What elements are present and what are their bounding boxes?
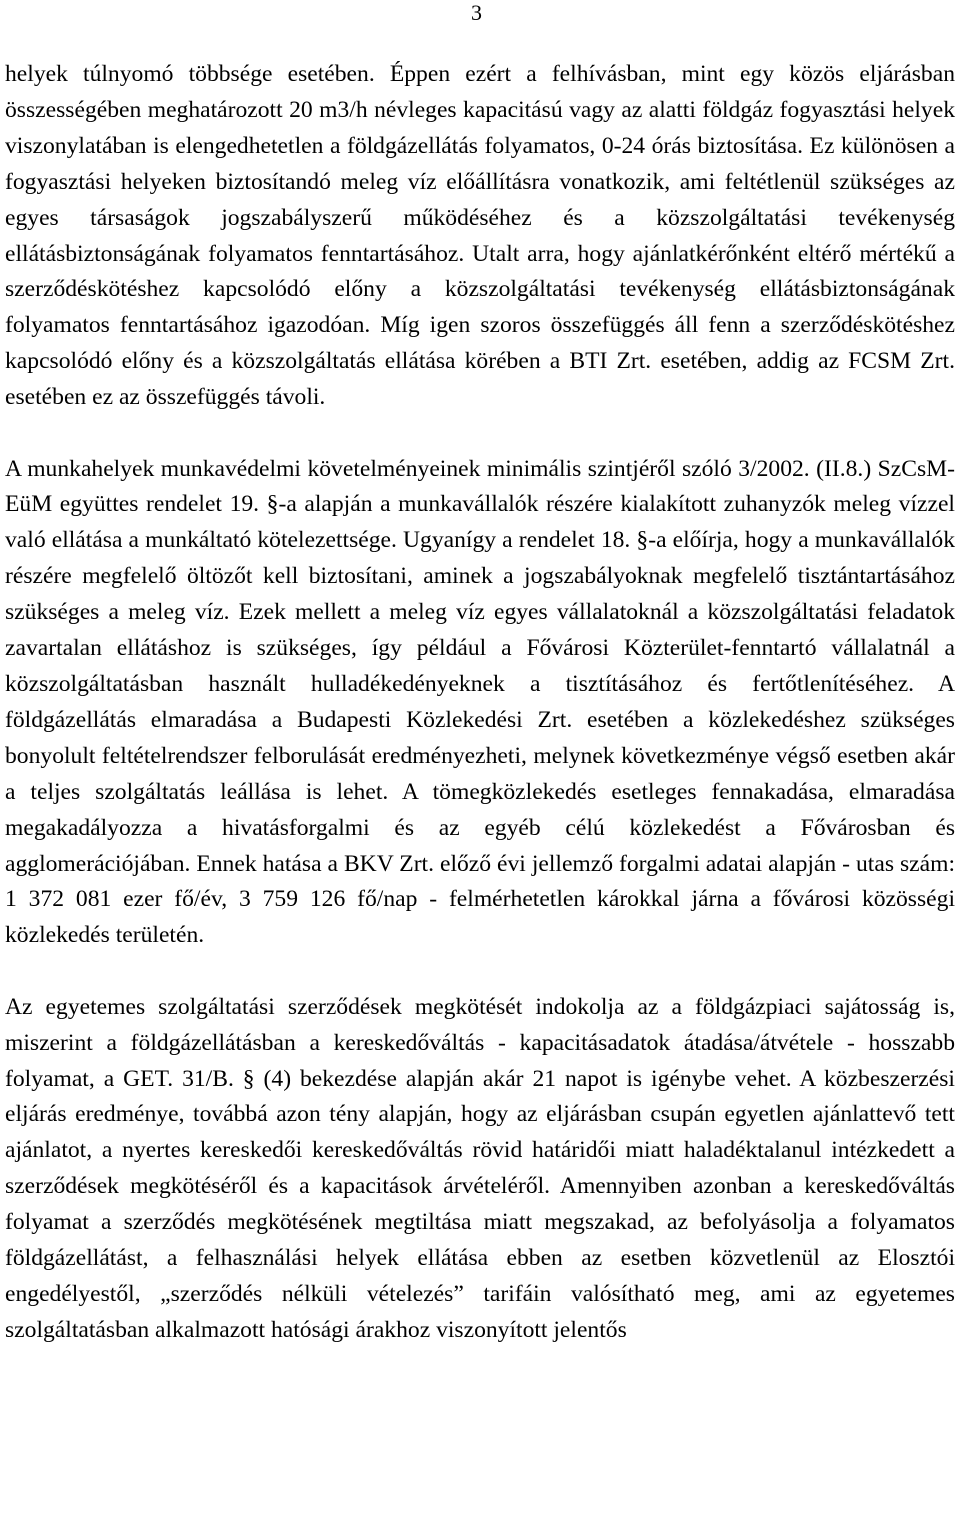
paragraph-gas-supply-continuity: helyek túlnyomó többsége esetében. Éppen ezért a felhívásban, mint egy közös eljárásban összességében meghatározott 20 m3/h névleges kapacitású vagy az alatti földgáz fogyasztási helyek viszonylatában is elengedhetetlen a földgázellátás folyamatos, 0-24 órás biztosítása. Ez különösen a fogyasztási helyeken biztosítandó meleg víz előállításra vonatkozik, ami feltétlenül szükséges az egyes társaságok jogszabályszerű működéséhez és a közszolgáltatási tevékenység ellátásbiztonságának folyamatos fenntartásához. Utalt arra, hogy ajánlatkérőnként eltérő mértékű a szerződéskötéshez kapcsolódó előny a közszolgáltatási tevékenység ellátásbiztonságának folyamatos fenntartásához igazodóan. Míg igen szoros összefüggés áll fenn a szerződéskötéshez kapcsolódó előny és a közszolgáltatás ellátása körében a BTI Zrt. esetében, addig az FCSM Zrt. esetében ez az összefüggés távoli. — [5, 61, 955, 411]
page-number: 3 — [471, 0, 482, 25]
paragraph-universal-service-contracts: Az egyetemes szolgáltatási szerződések megkötését indokolja az a földgázpiaci sajátosság is, miszerint a földgázellátásban a kereskedőváltás - kapacitásadatok átadása/átvétele - hosszabb folyamat, a GET. 31/B. § (4) bekezdése alapján akár 21 napot is igénybe vehet. A közbeszerzési eljárás eredménye, továbbá azon tény alapján, hogy az eljárásban csupán egyetlen ajánlattevő tett ajánlatot, a nyertes kereskedői kereskedőváltás rövid határidői miatt haladéktalanul intézkedett a szerződések megkötéséről és a kapacitások árvételéről. Amennyiben azonban a kereskedőváltás folyamat a szerződés megkötésének megtiltása miatt megszakad, az befolyásolja a folyamatos földgázellátást, a felhasználási helyek ellátása ebben az esetben közvetlenül az Elosztói engedélyestől, „szerződés nélküli vételezés” tarifáin valósítható meg, ami az egyetemes szolgáltatásban alkalmazott hatósági árakhoz viszonyított jelentős — [5, 993, 955, 1343]
paragraph-hot-water-requirements: A munkahelyek munkavédelmi követelményeinek minimális szintjéről szóló 3/2002. (II.8.) SzCsM-EüM együttes rendelet 19. §-a alapján a munkavállalók részére kialakított zuhanyzók meleg vízzel való ellátása a munkáltató kötelezettsége. Ugyanígy a rendelet 18. §-a előírja, hogy a munkavállalók részére megfelelő öltözőt kell biztosítani, aminek a jogszabályoknak megfelelő tisztántartásához szükséges a meleg víz. Ezek mellett a meleg víz egyes vállalatoknál a közszolgáltatási feladatok zavartalan ellátáshoz is szükséges, így például a Fővárosi Közterület-fenntartó vállalatnál a közszolgáltatásban használt hulladékedényeknek a tisztításához és fertőtlenítéséhez. A földgázellátás elmaradása a Budapesti Közlekedési Zrt. esetében a közlekedéshez szükséges bonyolult feltételrendszer felborulását eredményezheti, melynek következménye végső esetben akár a teljes szolgáltatás leállása is lehet. A tömegközlekedés esetleges fennakadása, elmaradása megakadályozza a hivatásforgalmi és az egyéb célú közlekedést a Fővárosban és agglomerációjában. Ennek hatása a BKV Zrt. előző évi jellemző forgalmi adatai alapján - utas szám: 1 372 081 ezer fő/év, 3 759 126 fő/nap - felmérhetetlen károkkal járna a fővárosi közösségi közlekedés területén. — [5, 455, 955, 949]
document-body — [5, 57, 955, 1349]
